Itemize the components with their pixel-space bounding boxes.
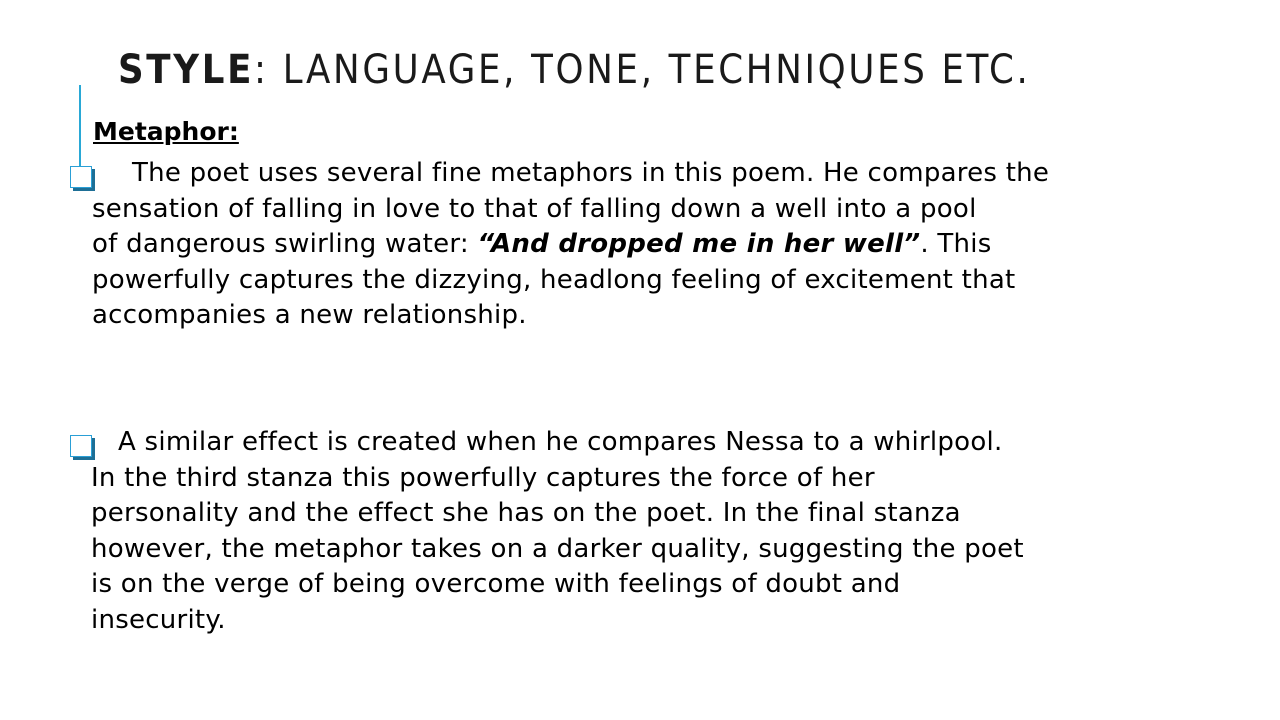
bullet-1-text: [70, 156, 1275, 334]
bullet-2-line-4: however, the metaphor takes on a darker quality, suggesting the poet: [91, 533, 1024, 564]
square-bullet-icon: [70, 166, 92, 188]
bullet-1-line-5: accompanies a new relationship.: [92, 300, 527, 330]
bullet-2-line-2: In the third stanza this powerfully captures the force of her: [91, 462, 875, 493]
poem-quote: “And dropped me in her well”: [477, 229, 921, 259]
bullet-2-line-3: personality and the effect she has on the poet. In the final stanza: [91, 498, 961, 528]
slide-title-rest: : LANGUAGE, TONE, TECHNIQUES ETC.: [254, 47, 1031, 93]
bullet-1-line-1: The poet uses several fine metaphors in this poem. He compares the: [132, 158, 1050, 188]
bullet-2-line-5: is on the verge of being overcome with feelings of doubt and: [91, 569, 901, 599]
bullet-1-line-3-start: of dangerous swirling water:: [92, 229, 478, 259]
bullet-2-line-6: insecurity.: [91, 604, 226, 635]
bullet-1-line-3: [92, 227, 1275, 263]
bullet-point-2: [70, 425, 1275, 638]
section-heading-metaphor: Metaphor:: [93, 117, 239, 146]
square-bullet-icon: [70, 435, 92, 457]
bullet-point-1: [70, 156, 1275, 334]
slide-title: [118, 40, 1031, 100]
slide-title-bold: STYLE: [118, 47, 255, 93]
bullet-1-line-3-end: . This: [920, 229, 992, 259]
bullet-2-line-1: A similar effect is created when he compares Nessa to a whirlpool.: [118, 427, 1003, 457]
bullet-2-text: [70, 425, 1275, 638]
bullet-1-line-4: powerfully captures the dizzying, headlong feeling of excitement that: [92, 264, 1016, 295]
bullet-1-line-2: sensation of falling in love to that of falling down a well into a pool: [92, 193, 977, 224]
